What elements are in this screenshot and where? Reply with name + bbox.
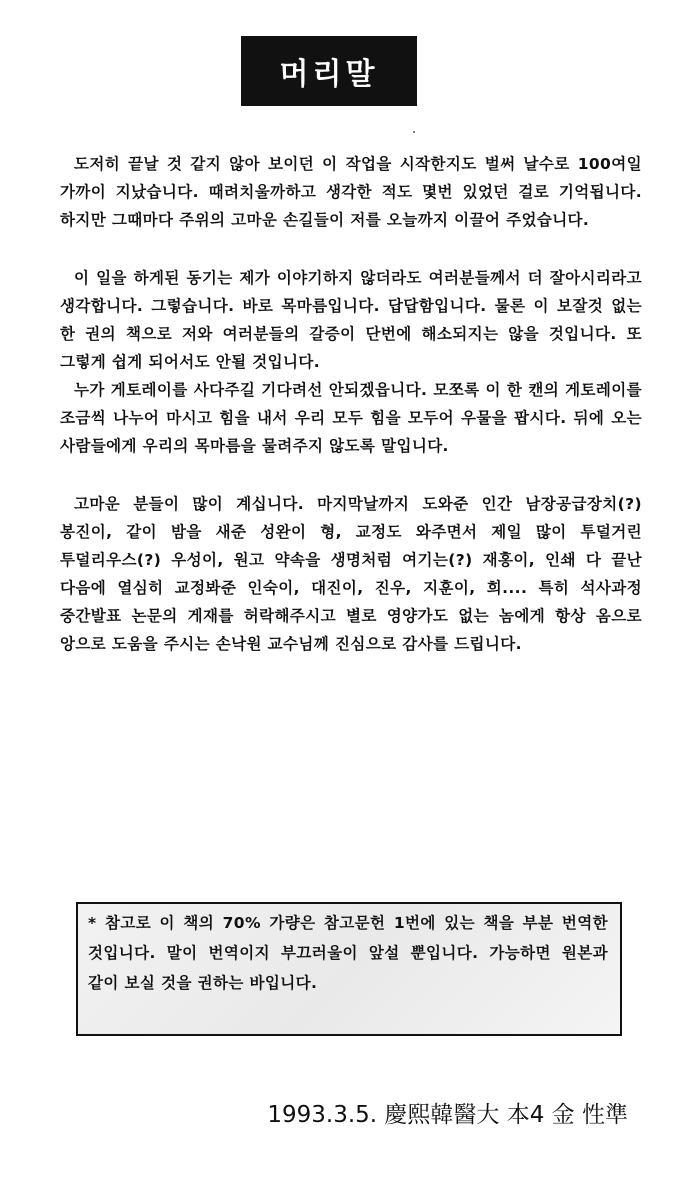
signature-line: 1993.3.5. 慶熙韓醫大 本4 金 性準 <box>267 1102 628 1128</box>
note-text: * 참고로 이 책의 70% 가량은 참고문헌 1번에 있는 책을 부분 번역한 것입니다. 말이 번역이지 부끄러울이 앞설 뿐입니다. 가능하면 원본과 같이 보실 것을 권하는 바입니다. <box>88 914 608 992</box>
paragraph-1: 도저히 끝날 것 같지 않아 보이던 이 작업을 시작한지도 벌써 날수로 100여일 가까이 지났습니다. 때려치울까하고 생각한 적도 몇번 있었던 걸로 기억됩니다. 하지만 그때마다 주위의 고마운 손길들이 저를 오늘까지 이끌어 주었습니다. <box>60 155 642 229</box>
paragraph-gap <box>60 234 642 264</box>
paragraph-4: 고마운 분들이 많이 계십니다. 마지막날까지 도와준 인간 남장공급장치(?) 봉진이, 같이 밤을 새준 성완이 형, 교정도 와주면서 제일 많이 투덜거린 투덜리우스(?) 우성이, 원고 약속을 생명처럼 여기는(?) 재홍이, 인쇄 다 끝난 다음에 열심히 교정봐준 인숙이, 대진이, 진우, 지훈이, 희.... 특히 석사과정 중간발표 논문의 게재를 허락해주시고 별로 영양가도 없는 놈에게 항상 옴으로 앙으로 도움을 주시는 손낙원 교수님께 진심으로 감사를 드립니다. <box>60 495 642 653</box>
scan-speck <box>413 131 415 133</box>
title-banner <box>241 36 417 106</box>
note-box <box>76 902 622 1036</box>
page-title: 머리말 <box>279 57 379 92</box>
preface-body <box>60 150 642 658</box>
paragraph-2: 이 일을 하게된 동기는 제가 이야기하지 않더라도 여러분들께서 더 잘아시리라고 생각합니다. 그렇습니다. 바로 목마름입니다. 답답함입니다. 물론 이 보잘것 없는 한 권의 책으로 저와 여러분들의 갈증이 단번에 해소되지는 않을 것입니다. 또 그렇게 쉽게 되어서도 안될 것입니다. <box>60 269 642 371</box>
paragraph-3: 누가 게토레이를 사다주길 기다려선 안되겠읍니다. 모쪼록 이 한 캔의 게토레이를 조금씩 나누어 마시고 힘을 내서 우리 모두 힘을 모두어 우물을 팝시다. 뒤에 오는 사람들에게 우리의 목마름을 물려주지 않도록 말입니다. <box>60 381 642 455</box>
paragraph-gap <box>60 460 642 490</box>
